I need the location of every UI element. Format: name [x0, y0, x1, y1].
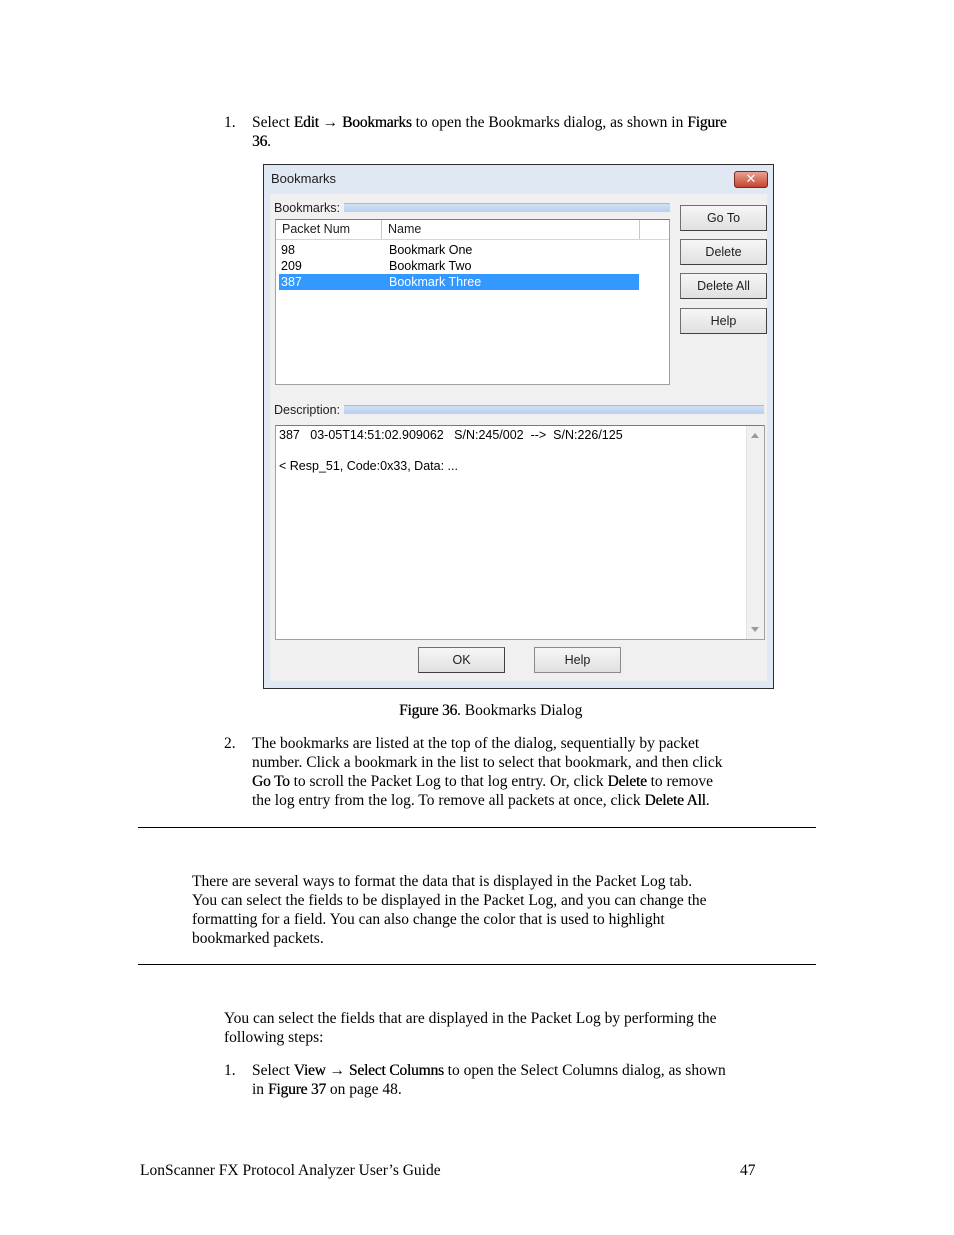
- column-packet-num[interactable]: Packet Num: [276, 220, 382, 239]
- packet-num: 387: [281, 275, 302, 289]
- menu-view: View: [293, 1062, 326, 1079]
- description-box[interactable]: [275, 425, 765, 640]
- bookmark-name: Bookmark Three: [389, 275, 482, 289]
- footer-title: LonScanner FX Protocol Analyzer User’s Guide: [140, 1162, 441, 1179]
- figure-caption: [399, 701, 582, 720]
- paragraph-line: You can select the fields to be displayed in the Packet Log, and you can change the: [192, 892, 707, 909]
- paragraph-line: formatting for a field. You can also change the color that is used to highlight: [192, 911, 665, 928]
- text: to open the Select Columns dialog, as shown: [443, 1062, 726, 1079]
- scroll-up-arrow-icon[interactable]: [751, 433, 759, 438]
- paragraph-line: There are several ways to format the data that is displayed in the Packet Log tab.: [192, 873, 693, 890]
- delete-all-ref: Delete All: [644, 792, 706, 809]
- text: .: [267, 133, 271, 150]
- close-button[interactable]: ✕: [734, 171, 768, 188]
- delete-all-button[interactable]: Delete All: [680, 273, 767, 299]
- step2-line: The bookmarks are listed at the top of the dialog, sequentially by packet: [252, 735, 700, 752]
- page-number: 47: [740, 1162, 756, 1179]
- caption-figure-label: Figure 36: [399, 702, 458, 719]
- list-item[interactable]: [279, 242, 639, 258]
- packet-num: 209: [281, 259, 302, 273]
- text: Select: [252, 114, 294, 131]
- step3-text: [252, 1061, 726, 1080]
- caption-text: . Bookmarks Dialog: [457, 702, 583, 719]
- delete-ref: Delete: [607, 773, 647, 790]
- step-number: 2.: [224, 735, 236, 752]
- ok-button[interactable]: OK: [418, 647, 505, 673]
- step-number: 1.: [224, 114, 236, 131]
- step1-text-line2: [252, 132, 271, 151]
- step1-text: [252, 113, 727, 132]
- paragraph-line: You can select the fields that are displayed in the Packet Log by performing the: [224, 1010, 717, 1027]
- menu-edit: Edit: [293, 114, 319, 131]
- arrow: →: [318, 114, 343, 131]
- text: the log entry from the log. To remove all packets at once, click: [252, 792, 645, 809]
- menu-select-columns: Select Columns: [348, 1062, 444, 1079]
- list-item-selected[interactable]: [279, 274, 639, 290]
- bookmark-name: Bookmark Two: [389, 259, 472, 273]
- list-item[interactable]: [279, 258, 639, 274]
- menu-bookmarks: Bookmarks: [342, 114, 412, 131]
- bookmark-name: Bookmark One: [389, 243, 473, 257]
- group-header-bar: [344, 405, 764, 414]
- paragraph-line: bookmarked packets.: [192, 930, 324, 947]
- scroll-down-arrow-icon[interactable]: [751, 627, 759, 632]
- vertical-scrollbar[interactable]: [746, 426, 764, 639]
- figure-ref-number: 36: [252, 133, 268, 150]
- text: to remove: [646, 773, 713, 790]
- step2-line: [252, 772, 713, 791]
- go-to-button[interactable]: Go To: [680, 205, 767, 231]
- arrow: →: [325, 1062, 349, 1079]
- text: to scroll the Packet Log to that log entry. Or, click: [289, 773, 608, 790]
- figure-ref: Figure: [687, 114, 727, 131]
- text: on page 48.: [325, 1081, 402, 1098]
- step-number: 1.: [224, 1062, 236, 1079]
- packet-num: 98: [281, 243, 295, 257]
- list-header: [276, 220, 669, 240]
- figure-ref: Figure 37: [267, 1081, 326, 1098]
- description-line: 387 03-05T14:51:02.909062 S/N:245/002 --> S/N:226/125: [279, 428, 623, 442]
- step3-text-line2: [252, 1080, 402, 1099]
- column-filler: [640, 220, 670, 239]
- dialog-body: [270, 194, 767, 681]
- step2-line: number. Click a bookmark in the list to select that bookmark, and then click: [252, 754, 723, 771]
- text: .: [705, 792, 710, 809]
- delete-button[interactable]: Delete: [680, 239, 767, 265]
- bookmarks-label: Bookmarks:: [274, 201, 344, 215]
- step2-line: [252, 791, 710, 810]
- section-divider: [138, 964, 816, 965]
- description-label: Description:: [274, 403, 344, 417]
- help-button-bottom[interactable]: Help: [534, 647, 621, 673]
- bookmarks-list[interactable]: [275, 219, 670, 385]
- help-button[interactable]: Help: [680, 308, 767, 334]
- description-line: < Resp_51, Code:0x33, Data: ...: [279, 459, 458, 473]
- section-divider: [138, 827, 816, 828]
- paragraph-line: following steps:: [224, 1029, 324, 1046]
- go-to-ref: Go To: [252, 773, 290, 790]
- group-header-bar: [340, 203, 670, 212]
- bookmarks-dialog: [263, 164, 774, 689]
- text: Select: [252, 1062, 294, 1079]
- dialog-title: Bookmarks: [271, 171, 337, 186]
- text: to open the Bookmarks dialog, as shown in: [411, 114, 688, 131]
- text: in: [252, 1081, 268, 1098]
- column-name[interactable]: Name: [382, 220, 640, 239]
